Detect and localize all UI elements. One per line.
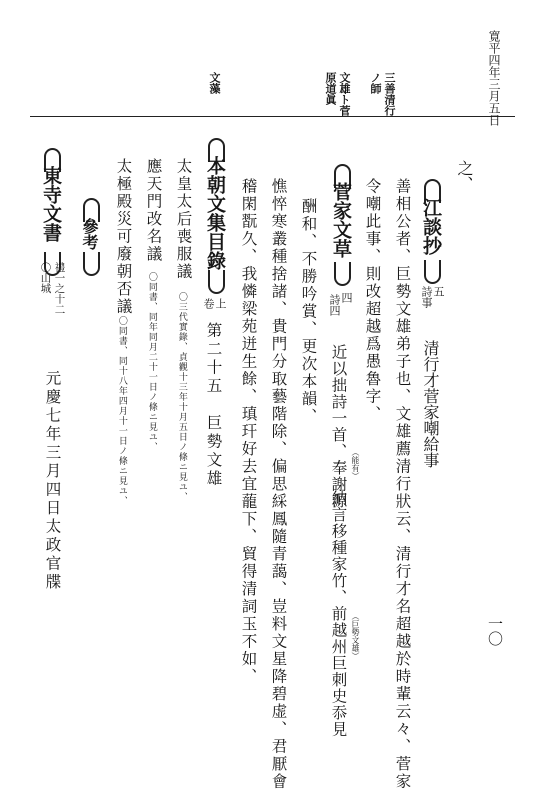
text-line-10: 太皇太后喪服議 (174, 158, 193, 281)
source-sub-3: 卷 (202, 298, 215, 309)
text-line-05: 近以拙詩一首、奉謝源 (329, 344, 348, 509)
side-note-1a: 三善清行 (383, 72, 396, 116)
header-rule (30, 116, 515, 117)
source-sub-2: 詩四 (328, 294, 341, 316)
bracket-bottom (208, 270, 225, 294)
text-line-06: 酬和、不勝吟賞、更次本韻、 (299, 198, 318, 426)
source-ref-2: 四 (340, 292, 353, 303)
text-line-08: 稽閑翫久、我憐梁苑迸生餘、瑱玕好去宜蘢下、貿得清詞玉不如、 (239, 178, 258, 686)
text-line-01: 之、 (455, 160, 474, 192)
inline-note-12: 〇同書、同十八年四月十一日ノ條ニ見ユ、 (116, 316, 127, 506)
text-line-04: 令嘲此事、則改超越爲愚魯字、 (363, 178, 382, 423)
annotation-note: （能有） (351, 448, 360, 480)
bracket-bottom (424, 260, 441, 284)
side-note-1b: ノ師 (369, 72, 382, 94)
bracket-bottom (83, 252, 100, 276)
text-line-03: 善相公者、巨勢文雄弟子也、文雄薦清行狀云、清行才名超越於時輩云々、菅家 (393, 178, 412, 791)
text-line-13: 元慶七年三月四日太政官牒 (43, 370, 62, 592)
source-ref-1: 五 (432, 286, 445, 297)
source-title-2: 菅家文草 (330, 182, 352, 258)
text-line-02-title: 清行才菅家嘲給事 (421, 340, 440, 468)
side-note-2b: 原道眞 (324, 72, 337, 105)
text-line-12: 太極殿災可廢朝否議 (114, 158, 133, 316)
inline-note-11: 〇同書、同年同月二十一日ノ條ニ見ユ、 (146, 272, 157, 452)
source-sub-4: 〇山城 (39, 262, 52, 294)
reference-header: 參考 (80, 218, 99, 250)
inline-note-10: 〇三代實錄、貞觀十三年十月五日ノ條ニ見ユ、 (176, 292, 187, 502)
source-ref-3: 上 (214, 298, 227, 309)
annotation-note: （巨勢文雄） (351, 612, 360, 660)
text-line-07: 憔悴寒叢種捨諸、貴門分取藝階除、偏思綵鳳隨青藹、豈料文星降碧虚、君厭會 (269, 178, 288, 791)
source-sub-1: 詩事 (420, 286, 433, 308)
text-line-05b: 納言移種家竹、前越州巨刺史忝見 (329, 490, 348, 738)
side-note-3: 文藻 (208, 72, 221, 94)
source-ref-4: 禮一之十二 (53, 262, 66, 315)
header-date: 寛平四年三月五日 (487, 30, 501, 126)
bracket-bottom (334, 262, 351, 286)
text-line-09: 第二十五 巨勢文雄 (204, 322, 223, 489)
source-title-1: 江談抄 (420, 198, 442, 255)
source-title-3: 本朝文集目錄 (204, 156, 226, 270)
text-line-11: 應天門改名議 (144, 158, 163, 263)
page-number: 一〇 (486, 616, 504, 646)
side-note-2a: 文雄ト菅 (338, 72, 351, 116)
source-title-4: 東寺文書 (40, 166, 62, 242)
